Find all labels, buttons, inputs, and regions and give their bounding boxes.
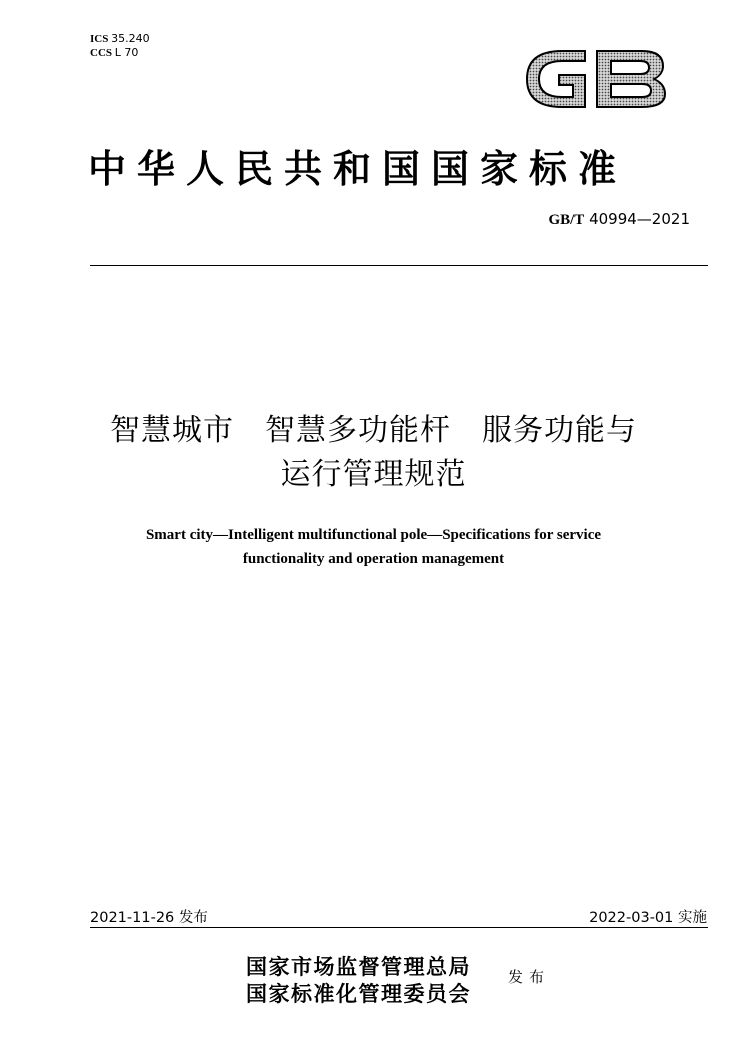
- issuer-samr: 国家市场监督管理总局: [246, 954, 471, 979]
- bottom-divider: [90, 927, 708, 928]
- classification-codes: [90, 32, 150, 60]
- ccs-code: [90, 46, 150, 60]
- standard-prefix: GB/T: [548, 212, 585, 228]
- cn-title-line2: 运行管理规范: [280, 457, 467, 492]
- ics-label: ICS: [90, 33, 109, 45]
- national-standard-title: 中华人民共和国国家标准: [88, 146, 628, 191]
- standard-number: [548, 210, 690, 229]
- implementation-date: 2022-03-01 实施: [589, 910, 707, 926]
- issued-label: 发布: [508, 968, 551, 986]
- cn-title-line1: 智慧城市 智慧多功能杆 服务功能与: [110, 413, 637, 448]
- ics-value: 35.240: [111, 32, 150, 45]
- logo-text: GB: [520, 40, 522, 41]
- standard-code: 40994—2021: [589, 210, 690, 228]
- ccs-value: L 70: [114, 46, 139, 59]
- issue-date: 2021-11-26 发布: [90, 910, 208, 926]
- en-title-line1: Smart city—Intelligent multifunctional pole—Specifications for service: [145, 527, 602, 543]
- en-title-line2: functionality and operation management: [242, 551, 505, 567]
- issuer-sac: 国家标准化管理委员会: [246, 981, 471, 1006]
- issuing-authorities: [246, 953, 471, 1007]
- top-divider: [90, 265, 708, 266]
- gb-logo: [520, 40, 670, 118]
- ics-code: [90, 32, 150, 46]
- ccs-label: CCS: [90, 47, 113, 59]
